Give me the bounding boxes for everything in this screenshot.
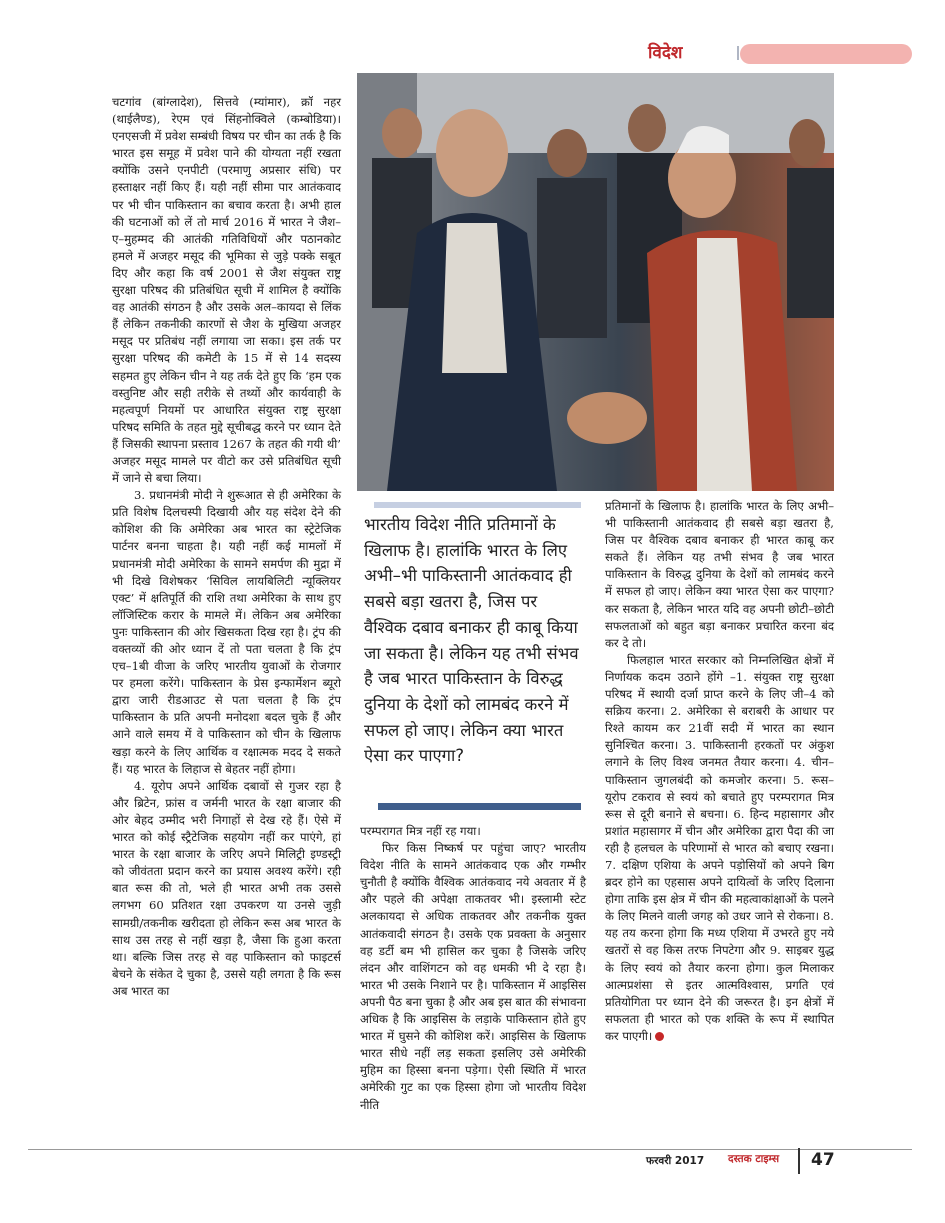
page-number: 47 (811, 1150, 835, 1170)
photo-illustration (357, 73, 834, 491)
issue-date: फरवरी 2017 (646, 1155, 705, 1167)
paragraph: परम्परागत मित्र नहीं रह गया। (360, 824, 481, 838)
section-decoration-bar (740, 44, 912, 64)
paragraph: प्रतिमानों के खिलाफ है। हालांकि भारत के लिए अभी–भी पाकिस्तानी आतंकवाद ही सबसे बड़ा खतरा है, जिस पर वैश्विक दबाव बनाकर ही भारत काबू कर सकते हैं। लेकिन यह तभी संभव है जब भारत पाकिस्तान के विरुद्ध दुनिया के देशों को लामबंद करने में सफल हो जाए। लेकिन क्या भारत ऐसा कर पाएगा? कर सकता है, लेकिन भारत यदि वह अपनी छोटी–छोटी सफलताओं को बहुत बड़ा बनाकर प्रचारित करना बंद कर दे तो। (605, 499, 834, 650)
article-column-1 (112, 94, 341, 1000)
section-divider (737, 46, 739, 60)
section-label: विदेश (648, 43, 683, 63)
pullquote-rule-bottom (378, 803, 581, 810)
paragraph: चटगांव (बांग्लादेश), सित्तवे (म्यांमार), क्रॉ नहर (थाईलैण्ड), रेएम एवं सिंहनोक्विले (कम्बोडिया)। एनएसजी में प्रवेश सम्बंधी विषय पर चीन का तर्क है कि भारत इस समूह में प्रवेश पाने की योग्यता नहीं रखता क्योंकि उसने एनपीटी (परमाणु अप्रसार संधि) पर हस्ताक्षर नहीं किए हैं। यही नहीं सीमा पार आतंकवाद पर भी चीन पाकिस्तान का बचाव करता है। अभी हाल की घटनाओं को लें तो मार्च 2016 में भारत ने जैश–ए–मुहम्मद की आतंकी गतिविधियों और पठानकोट हमले में अजहर मसूद की भूमिका से जुड़े पक्के सबूत दिए और कहा कि वर्ष 2001 से जैश संयुक्त राष्ट्र सुरक्षा परिषद की प्रतिबंधित सूची में शामिल है क्योंकि वह आतंकी संगठन है और उसके अल–कायदा से लिंक हैं लेकिन तकनीकी कारणों से जैश के मुखिया अजहर मसूद पर प्रतिबंध नहीं लगाया जा सका। इस तर्क पर सुरक्षा परिषद की कमेटी के 15 में से 14 सदस्य सहमत हुए लेकिन चीन ने यह तर्क देते हुए कि ‘हम एक वस्तुनिष्ट और सही तरीके से तथ्यों और कार्यवाही के महत्वपूर्ण नियमों पर आधारित संयुक्त राष्ट्र सुरक्षा परिषद समिति के तहत मुद्दे सूचीबद्ध करने पर ध्यान देते हैं जिसकी स्थापना प्रस्ताव 1267 के तहत की गयी थी’ अजहर मसूद मामले पर वीटो कर उसे प्रतिबंधित सूची में जाने से बचा लिया। (112, 95, 341, 486)
article-column-3 (605, 498, 834, 1045)
paragraph-text: फिलहाल भारत सरकार को निम्नलिखित क्षेत्रों में निर्णायक कदम उठाने होंगे –1. संयुक्त राष्ट्र सुरक्षा परिषद में स्थायी दर्जा प्राप्त करने के लिए जी–4 को सक्रिय करना। 2. अमेरिका से बराबरी के आधार पर रिश्ते कायम कर 21वीं सदी में भारत का स्थान सुनिश्चित करना। 3. पाकिस्तानी हरकतों पर अंकुश लगाने के लिए विश्व जनमत तैयार करना। 4. चीन–पाकिस्तान जुगलबंदी को कमजोर करना। 5. रूस–यूरोप टकराव से स्वयं को बचाते हुए परम्परागत मित्र रूस से दूरी बनाने से बचना। 6. हिन्द महासागर और प्रशांत महासागर में चीन और अमेरिका द्वारा पैदा की जा रही है हलचल के परिणामों से भारत को बचाए रखना। 7. दक्षिण एशिया के अपने पड़ोसियों को अपने बिग ब्रदर होने का एहसास अपने दायित्वों के जरिए दिलाना होगा ताकि इस क्षेत्र में चीन की महत्वाकांक्षाओं के पलने के लिए मिलने वाली जगह को उधर जाने से रोकना। 8. यह तय करना होगा कि मध्य एशिया में उभरते हुए नये खतरों से वह किस तरफ निपटेगा और 9. साइबर युद्ध के लिए स्वयं को तैयार करना होगा। कुल मिलाकर आत्मप्रशंसा से इतर आत्मविश्वास, प्रगति एवं प्रतियोगिता पर ध्यान देने की जरूरत है। इन क्षेत्रों में सफलता ही भारत को एक शक्ति के रूप में स्थापित कर पाएगी। (605, 652, 834, 1043)
article-photo (357, 73, 834, 491)
magazine-logo: दस्तक टाइम्स (728, 1153, 780, 1165)
paragraph: 3. प्रधानमंत्री मोदी ने शुरूआत से ही अमेरिका के प्रति विशेष दिलचस्पी दिखायी और यह संदेश देने की कोशिश की कि अमेरिका अब भारत का स्ट्रेटेजिक पार्टनर बनना चाहता है। यही नहीं कई मामलों में प्रधानमंत्री मोदी अमेरिका के सामने समर्पण की मुद्रा में भी दिखे विशेषकर ‘सिविल लायबिलिटी न्यूक्लियर एक्ट’ में क्षतिपूर्ति की राशि तथा अमेरिका के साथ हुए लॉजिस्टिक करार के मामले में। लेकिन अब अमेरिका पुनः पाकिस्तान की ओर खिसकता दिख रहा है। ट्रंप की वक्तव्यों की ओर ध्यान दें तो पता चलता है कि ट्रंप एच–1बी वीजा के जरिए भारतीय युवाओं के रोजगार पर हमला करेंगे। पाकिस्तान के प्रेस इन्फार्मेशन ब्यूरो द्वारा जारी रीडआउट से पता चलता है कि ट्रंप पाकिस्तान के प्रति अपनी मनोदशा बदल चुके हैं और आने वाले समय में वे पाकिस्तान को चीन के खिलाफ खड़ा करने के लिए आर्थिक व रक्षात्मक मदद दे सकते हैं। यह भारत के लिहाज से बेहतर नहीं होगा। (112, 488, 341, 776)
paragraph: फिर किस निष्कर्ष पर पहुंचा जाए? भारतीय विदेश नीति के सामने आतंकवाद एक और गम्भीर चुनौती है क्योंकि वैश्विक आतंकवाद नये अवतार में है और पहले की अपेक्षा ताकतवर भी। इस्लामी स्टेट अलकायदा से अधिक ताकतवर और तकनीक युक्त आतंकवादी संगठन है। उसके एक प्रवक्ता के अनुसार वह डर्टी बम भी हासिल कर चुका है जिसके जरिए लंदन और वाशिंगटन को वह धमकी भी दे रहा है। भारत भी उसके निशाने पर है। पाकिस्तान में आइसिस अपनी पैठ बना चुका है और अब इस बात की संभावना अधिक है कि आइसिस के लड़ाके पाकिस्तान होते हुए भारत में घुसने की कोशिश करें। आइसिस के खिलाफ भारत सीधे नहीं लड़ सकता इसलिए उसे अमेरिकी मुहिम का हिस्सा बनना पड़ेगा। ऐसी स्थिति में भारत अमेरिकी गुट का एक हिस्सा होगा जो भारतीय विदेश नीति (360, 841, 586, 1112)
pullquote: भारतीय विदेश नीति प्रतिमानों के खिलाफ है। हालांकि भारत के लिए अभी–भी पाकिस्तानी आतंकवाद ही सबसे बड़ा खतरा है, जिस पर वैश्विक दबाव बनाकर ही काबू किया जा सकता है। लेकिन यह तभी संभव है जब भारत पाकिस्तान के विरुद्ध दुनिया के देशों को लामबंद करने में सफल हो जाए। लेकिन क्या भारत ऐसा कर पाएगा? (364, 515, 579, 766)
footer-separator (798, 1148, 800, 1174)
paragraph (605, 652, 834, 1045)
pullquote-rule-top (374, 502, 581, 508)
footer-rule (28, 1149, 912, 1150)
paragraph: 4. यूरोप अपने आर्थिक दबावों से गुजर रहा है और ब्रिटेन, फ्रांस व जर्मनी भारत के रक्षा बाजार की ओर बेहद उम्मीद भरी निगाहों से देख रहे हैं। ऐसे में भारत को कोई स्ट्रैटेजिक सहयोग नहीं कर पाएंगे, हां भारत के रक्षा बाजार के जरिए अपने मिलिट्री इण्डस्ट्री को जीवंतता प्रदान करने का प्रयास अवश्य करेंगे। रही बात रूस की तो, भले ही भारत अभी तक उससे लगभग 60 प्रतिशत रक्षा उपकरण या उनसे जुड़ी सामग्री/तकनीक खरीदता हो लेकिन रूस अब भारत के साथ उस तरह से नहीं खड़ा है, जैसा कि हुआ करता था। बल्कि जिस तरह से वह पाकिस्तान को फाइटर्स बेचने के संकेत दे चुका है, उससे यही लगता है कि रूस अब भारत का (112, 778, 341, 998)
end-mark-icon (655, 1032, 664, 1041)
article-column-2 (360, 823, 586, 1114)
